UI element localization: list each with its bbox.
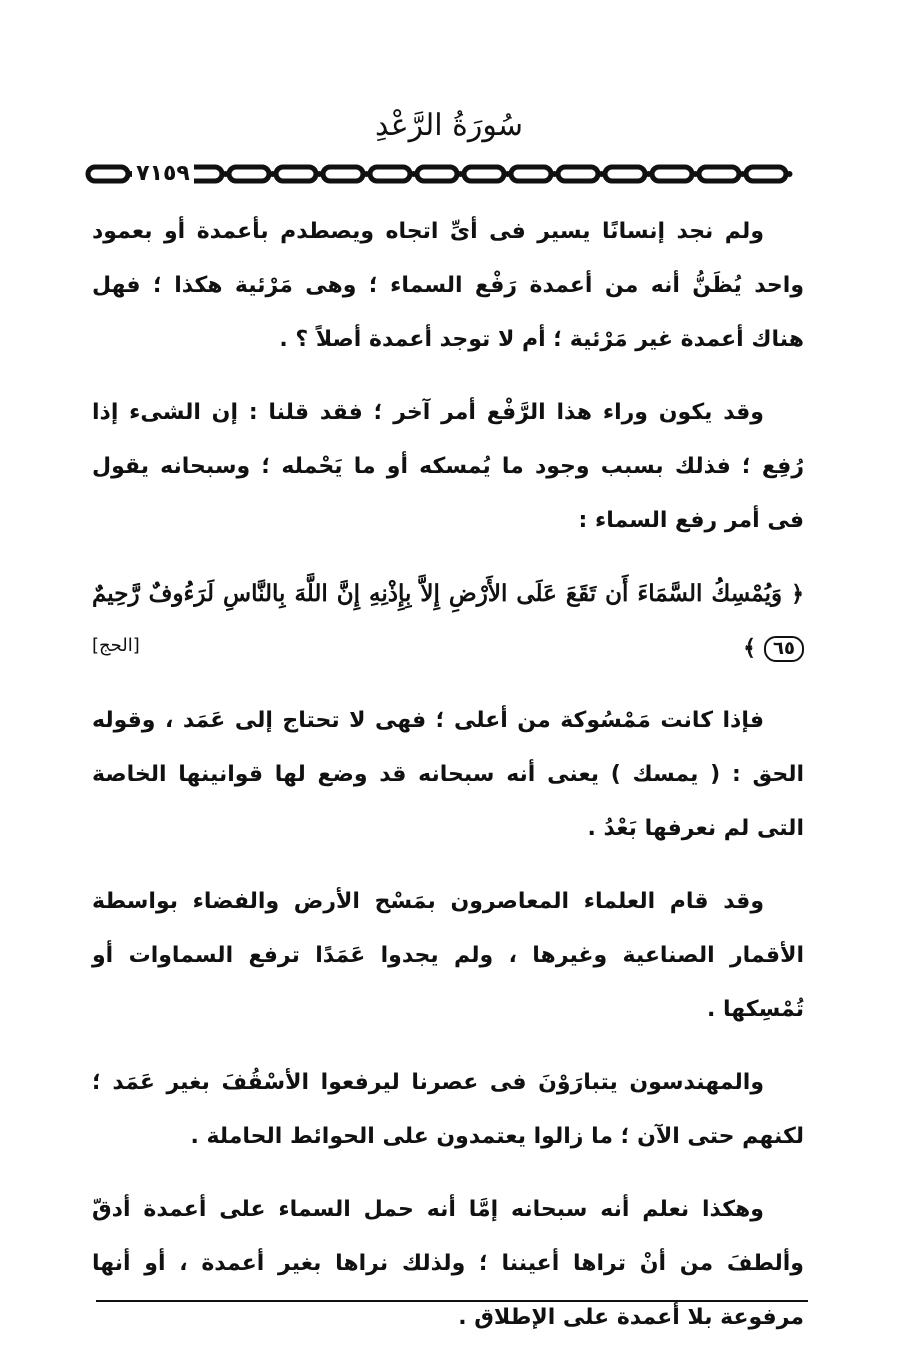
page-number: ٧١٥٩ <box>132 160 194 188</box>
ornament-link <box>558 167 598 181</box>
verse-text: وَيُمْسِكُ السَّمَاءَ أَن تَقَعَ عَلَى الأَرْضِ إِلاَّ بِإِذْنِهِ إِنَّ اللَّهَ بِالنَّاسِ لَرَءُوفٌ رَّحِيمٌ <box>92 580 783 607</box>
ornament-link <box>229 167 269 181</box>
ornament-link <box>652 167 692 181</box>
verse-close-bracket: ﴾ <box>743 635 756 661</box>
ornament-dot <box>787 171 793 177</box>
ornament-link <box>511 167 551 181</box>
bottom-rule <box>96 1300 808 1302</box>
paragraph-3: فإذا كانت مَمْسُوكة من أعلى ؛ فهى لا تحتاج إلى عَمَد ، وقوله الحق : ( يمسك ) يعنى أنه سبحانه قد وضع لها قوانينها الخاصة التى لم نعرفها بَعْدُ . <box>92 708 804 841</box>
ornament-link <box>464 167 504 181</box>
surah-reference: [الحج] <box>92 635 140 656</box>
quran-verse <box>92 567 804 675</box>
ayah-number: ٦٥ <box>764 636 804 662</box>
page-content <box>92 205 804 1364</box>
ornament-link <box>370 167 410 181</box>
paragraph-1: ولم نجد إنسانًا يسير فى أىِّ اتجاه ويصطدم بأعمدة أو بعمود واحد يُظَنُّ أنه من أعمدة رَفْع السماء ؛ وهى مَرْئية هكذا ؛ فهل هناك أعمدة غير مَرْئية ؛ أم لا توجد أعمدة أصلاً ؟ . <box>92 219 804 352</box>
ornament-link <box>276 167 316 181</box>
ornament-link <box>88 167 128 181</box>
ornament-link <box>746 167 786 181</box>
ornament-link <box>417 167 457 181</box>
paragraph-5: والمهندسون يتبارَوْنَ فى عصرنا ليرفعوا الأسْقُفَ بغير عَمَد ؛ لكنهم حتى الآن ؛ ما زالوا يعتمدون على الحوائط الحاملة . <box>92 1070 804 1149</box>
paragraph-6: وهكذا نعلم أنه سبحانه إمَّا أنه حمل السماء على أعمدة أدقّ وألطفَ من أنْ تراها أعيننا ؛ ولذلك نراها بغير أعمدة ، أو أنها مرفوعة بلا أعمدة على الإطلاق . <box>92 1197 804 1330</box>
surah-title: سُورَةُ الرَّعْدِ <box>374 108 524 143</box>
ornament-border <box>84 160 830 188</box>
paragraph-2: وقد يكون وراء هذا الرَّفْع أمر آخر ؛ فقد قلنا : إن الشىء إذا رُفِع ؛ فذلك بسبب وجود ما يُمسكه أو ما يَحْمله ؛ وسبحانه يقول فى أمر رفع السماء : <box>92 400 804 533</box>
verse-open-bracket: ﴿ <box>791 581 804 607</box>
ornament-link <box>323 167 363 181</box>
ornament-link <box>699 167 739 181</box>
paragraph-4: وقد قام العلماء المعاصرون بمَسْح الأرض والفضاء بواسطة الأقمار الصناعية وغيرها ، ولم يجدوا عَمَدًا ترفع السماوات أو تُمْسِكها . <box>92 889 804 1022</box>
ornament-link <box>605 167 645 181</box>
